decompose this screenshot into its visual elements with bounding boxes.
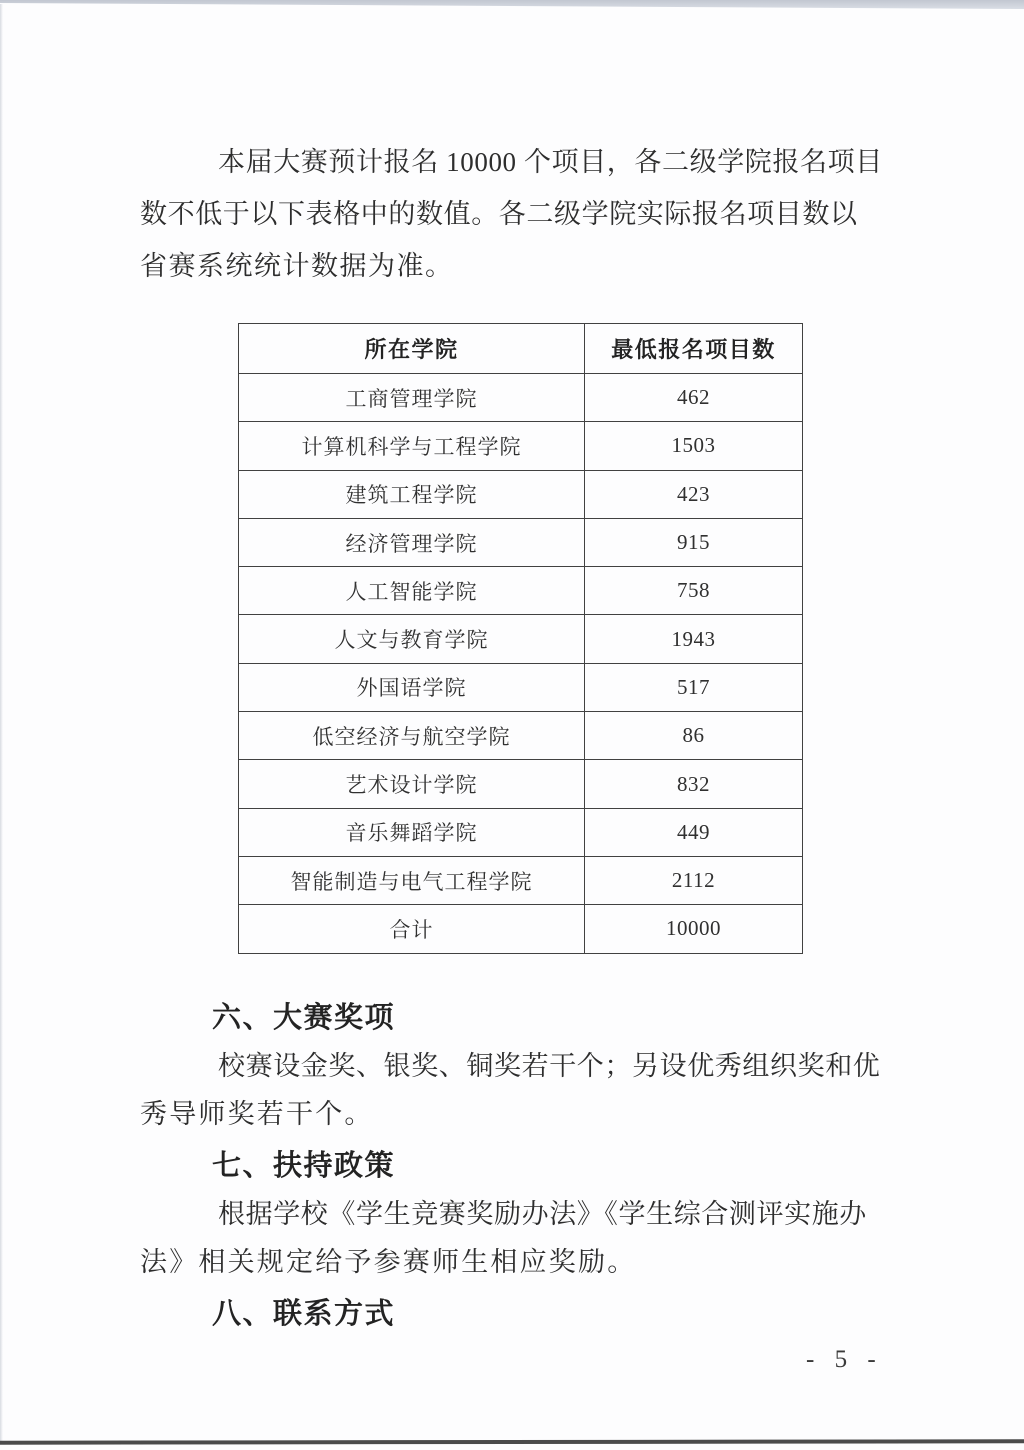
college-cell: 人文与教育学院 (239, 615, 585, 663)
table-row (239, 567, 803, 615)
table-row (239, 374, 803, 422)
table-row (239, 422, 803, 470)
table-row (239, 663, 803, 711)
section-awards-line: 秀导师奖若干个。 (140, 1099, 374, 1129)
section-support-heading: 七、扶持政策 (212, 1150, 396, 1182)
table-row (239, 518, 803, 566)
table-row (239, 712, 803, 760)
section-support-line: 法》相关规定给予参赛师生相应奖励。 (140, 1247, 637, 1277)
scan-edge-top (0, 0, 1024, 10)
min-projects-cell: 758 (585, 567, 803, 615)
college-cell: 经济管理学院 (239, 518, 585, 566)
intro-paragraph-line: 省赛系统统计数据为准。 (140, 251, 454, 281)
min-projects-cell: 462 (585, 374, 803, 422)
college-cell: 人工智能学院 (239, 567, 585, 615)
min-projects-cell: 2112 (585, 856, 803, 904)
college-cell: 低空经济与航空学院 (239, 712, 585, 760)
college-cell: 计算机科学与工程学院 (239, 422, 585, 470)
table-row (239, 905, 803, 953)
college-cell: 音乐舞蹈学院 (239, 808, 585, 856)
section-awards-line: 校赛设金奖、银奖、铜奖若干个；另设优秀组织奖和优 (218, 1051, 881, 1081)
college-cell: 艺术设计学院 (239, 760, 585, 808)
college-header-cell: 所在学院 (239, 324, 585, 374)
min-projects-cell: 86 (585, 712, 803, 760)
college-cell: 工商管理学院 (239, 374, 585, 422)
college-cell: 智能制造与电气工程学院 (239, 856, 585, 904)
section-contact-heading: 八、联系方式 (212, 1298, 396, 1330)
min-projects-header-cell: 最低报名项目数 (585, 324, 803, 374)
page-number: - 5 - (806, 1346, 883, 1373)
intro-paragraph-line: 本届大赛预计报名 10000 个项目，各二级学院报名项目 (218, 147, 883, 177)
scan-edge-left (0, 4, 3, 1442)
section-awards-heading: 六、大赛奖项 (212, 1002, 396, 1034)
college-cell: 合计 (239, 905, 585, 953)
table-header-row (239, 324, 803, 374)
table-row (239, 856, 803, 904)
college-cell: 建筑工程学院 (239, 470, 585, 518)
table-row (239, 760, 803, 808)
registration-quota-table (238, 323, 803, 954)
table-row (239, 615, 803, 663)
min-projects-cell: 1943 (585, 615, 803, 663)
min-projects-cell: 517 (585, 663, 803, 711)
min-projects-cell: 915 (585, 518, 803, 566)
min-projects-cell: 1503 (585, 422, 803, 470)
section-support-line: 根据学校《学生竞赛奖励办法》《学生综合测评实施办 (218, 1199, 867, 1229)
intro-paragraph-line: 数不低于以下表格中的数值。各二级学院实际报名项目数以 (140, 199, 858, 229)
scan-edge-bottom (0, 1439, 1024, 1444)
table-row (239, 808, 803, 856)
table-row (239, 470, 803, 518)
min-projects-cell: 449 (585, 808, 803, 856)
min-projects-cell: 10000 (585, 905, 803, 953)
min-projects-cell: 423 (585, 470, 803, 518)
min-projects-cell: 832 (585, 760, 803, 808)
college-cell: 外国语学院 (239, 663, 585, 711)
